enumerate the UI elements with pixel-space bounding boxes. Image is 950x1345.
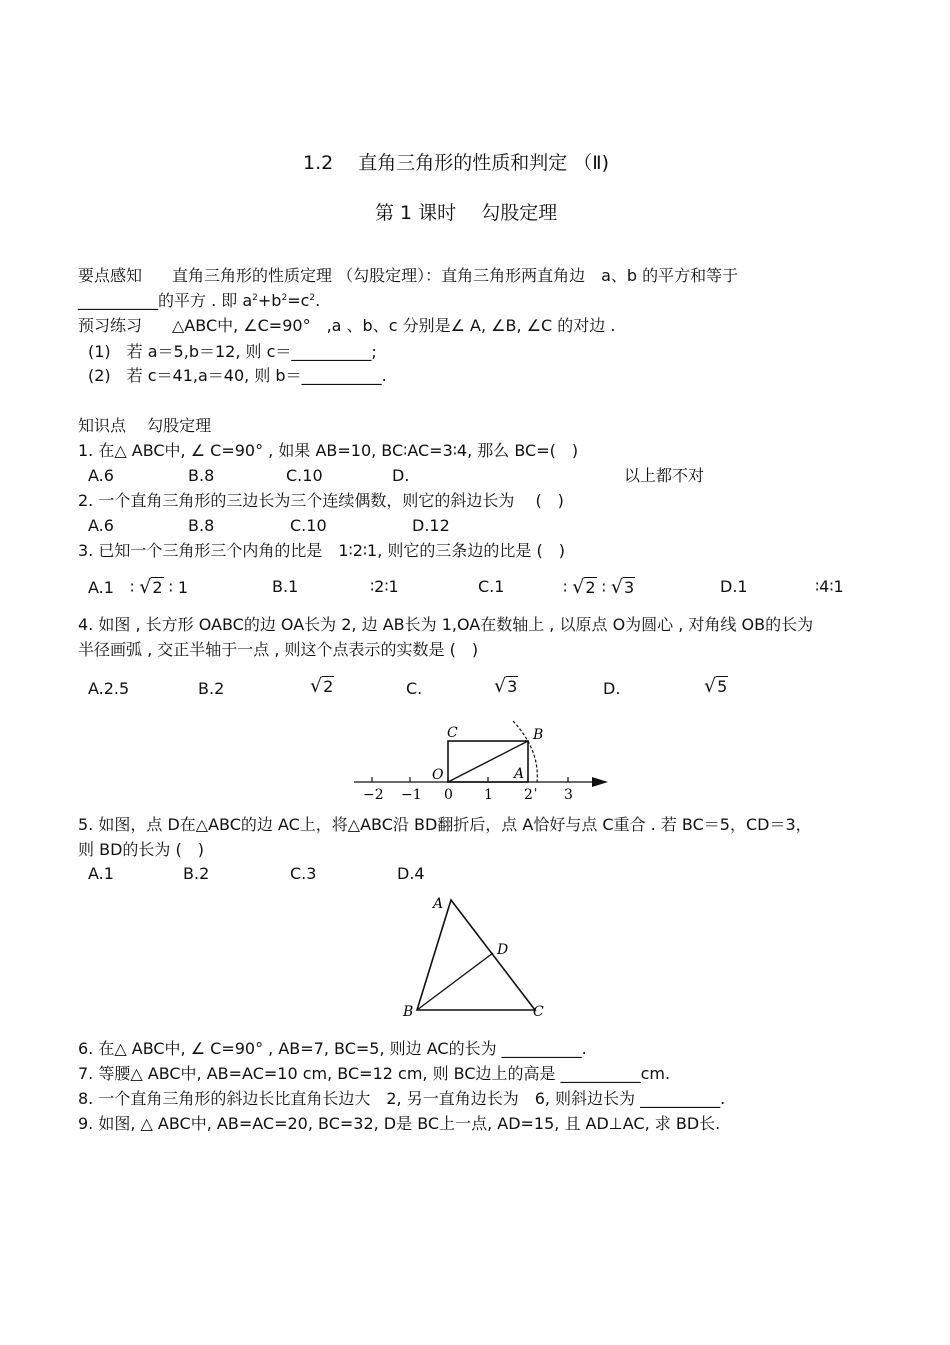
- figure-number-line: [350, 715, 615, 805]
- q3-option-a: A.1 ∶ √2 ∶ 1: [88, 576, 189, 598]
- q2-option-c: C.10: [290, 516, 327, 535]
- q2-stem: 2. 一个直角三角形的三边长为三个连续偶数，则它的斜边长为 ( ): [78, 491, 564, 510]
- preview-label: 预习练习: [78, 316, 143, 335]
- q5-option-c: C.3: [290, 864, 317, 883]
- q7-stem: 7. 等腰△ ABC中, AB=AC=10 cm, BC=12 cm, 则 BC边上的高是 __________cm.: [78, 1064, 671, 1083]
- q1-option-a: A.6: [88, 466, 114, 485]
- q5-option-b: B.2: [183, 864, 210, 883]
- radicand: 5: [717, 677, 728, 696]
- q1-option-c: C.10: [286, 466, 323, 485]
- tick-label-neg2: −2: [363, 787, 384, 803]
- q5-option-a: A.1: [88, 864, 114, 883]
- q3-option-b: B.1: [272, 577, 299, 596]
- q4-option-d-radical: [704, 676, 728, 697]
- label-b: B: [403, 1004, 414, 1020]
- q1-option-b: B.8: [188, 466, 215, 485]
- q3-option-d-ratio: ∶4∶1: [815, 577, 844, 596]
- q3-option-c: C.1: [478, 577, 505, 596]
- label-a: A: [433, 896, 444, 912]
- preview-item-1: (1) 若 a＝5,b＝12, 则 c＝__________;: [88, 342, 377, 361]
- q8-stem: 8. 一个直角三角形的斜边长比直角长边大 2, 另一直角边长为 6, 则斜边长为 __________.: [78, 1089, 726, 1108]
- q5-stem-line1: 5. 如图，点 D在△ABC的边 AC上，将△ABC沿 BD翻折后，点 A恰好与点 C重合 . 若 BC＝5，CD＝3，: [78, 815, 812, 834]
- radicand: 3: [624, 578, 635, 597]
- segment-bd: [417, 953, 493, 1010]
- preview-text: △ABC中, ∠C=90° ,a 、b、c 分别是∠ A, ∠B, ∠C 的对边 .: [172, 316, 616, 335]
- q4-option-c: C.: [406, 679, 423, 698]
- radicand: 2: [152, 578, 163, 597]
- tick-label-1: 1: [484, 787, 493, 803]
- q2-option-a: A.6: [88, 516, 114, 535]
- label-c: C: [447, 725, 458, 741]
- page-subtitle: 第 1 课时 勾股定理: [375, 202, 558, 224]
- q4-option-a: A.2.5: [88, 679, 130, 698]
- label-c: C: [533, 1004, 544, 1020]
- q2-option-b: B.8: [188, 516, 215, 535]
- arrow-icon: [592, 777, 608, 787]
- q6-stem: 6. 在△ ABC中, ∠ C=90° , AB=7, BC=5, 则边 AC的长为 __________.: [78, 1039, 587, 1058]
- q3-option-c-ratio: ∶ √2 ∶ √3: [563, 576, 635, 598]
- q2-option-d: D.12: [412, 516, 450, 535]
- sqrt-icon: √3: [610, 576, 635, 598]
- key-points-line2: [78, 291, 320, 311]
- section-label: 知识点 勾股定理: [78, 416, 212, 435]
- triangle-abc: [417, 900, 535, 1010]
- sqrt-icon: √2: [139, 576, 163, 598]
- radicand: 2: [585, 578, 596, 597]
- preview-item-2: (2) 若 c＝41,a＝40, 则 b＝__________.: [88, 366, 387, 385]
- label-b: B: [533, 727, 544, 743]
- blank: __________: [78, 291, 158, 310]
- q4-option-c-radical: [494, 676, 518, 697]
- radicand: 3: [507, 677, 518, 696]
- q4-option-d: D.: [603, 679, 621, 698]
- q4-option-b: B.2: [198, 679, 225, 698]
- formula-part: 的平方 . 即 a: [158, 291, 253, 310]
- q1-option-d: D.: [392, 466, 410, 485]
- q4-option-b-radical: [310, 676, 334, 697]
- label-o: O: [432, 767, 444, 783]
- arc-mark: ': [534, 786, 538, 800]
- q3-option-b-ratio: ∶2∶1: [370, 577, 399, 596]
- tick-label-3: 3: [564, 787, 573, 803]
- q5-stem-line2: 则 BD的长为 ( ): [78, 840, 204, 859]
- tick-label-neg1: −1: [401, 787, 422, 803]
- formula-part: .: [315, 291, 321, 310]
- q4-stem-line1: 4. 如图 , 长方形 OABC的边 OA长为 2, 边 AB长为 1,OA在数轴上 , 以原点 O为圆心 , 对角线 OB的长为: [78, 615, 814, 634]
- option-label: A.1: [88, 578, 114, 597]
- sqrt-icon: √5: [704, 675, 728, 697]
- figure-triangle: [395, 888, 560, 1023]
- exponent: 2: [309, 293, 316, 303]
- label-a: A: [514, 766, 525, 782]
- option-part: 1: [177, 578, 189, 597]
- sqrt-icon: √2: [572, 576, 596, 598]
- sqrt-icon: √3: [494, 675, 518, 697]
- q5-option-d: D.4: [397, 864, 425, 883]
- q1-option-d-text: 以上都不对: [624, 466, 705, 485]
- formula-part: +b: [257, 291, 282, 310]
- exponent: 2: [281, 293, 288, 303]
- tick-label-0: 0: [444, 787, 453, 803]
- q3-option-d: D.1: [720, 577, 748, 596]
- page-title: 1.2 直角三角形的性质和判定 （Ⅱ): [303, 152, 610, 174]
- q4-stem-line2: 半径画弧 , 交正半轴于一点 , 则这个点表示的实数是 ( ): [78, 640, 479, 659]
- key-points-label: 要点感知: [78, 266, 143, 285]
- tick-label-2: 2: [524, 787, 533, 803]
- q3-stem: 3. 已知一个三角形三个内角的比是 1∶2∶1, 则它的三条边的比是 ( ): [78, 541, 565, 560]
- label-d: D: [497, 942, 509, 958]
- sqrt-icon: √2: [310, 675, 334, 697]
- exponent: 2: [252, 293, 258, 303]
- q1-stem: 1. 在△ ABC中, ∠ C=90° , 如果 AB=10, BC∶AC=3∶4, 那么 BC=( ): [78, 441, 579, 460]
- q9-stem: 9. 如图, △ ABC中, AB=AC=20, BC=32, D是 BC上一点, AD=15, 且 AD⊥AC, 求 BD长.: [78, 1114, 721, 1133]
- formula-part: =c: [287, 291, 310, 310]
- key-points-text: 直角三角形的性质定理 （勾股定理）：直角三角形两直角边 a、b 的平方和等于: [172, 266, 739, 285]
- radicand: 2: [323, 677, 334, 696]
